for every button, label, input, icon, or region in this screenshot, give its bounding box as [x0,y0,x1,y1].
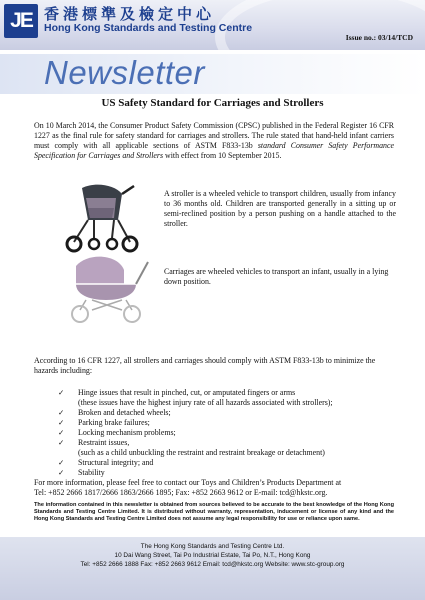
check-icon: ✓ [58,458,65,467]
hazard-text: Parking brake failures; [78,418,150,427]
hazard-item [58,388,398,408]
stroller-description: A stroller is a wheeled vehicle to transport children, usually from infancy to 36 months old. Children are transported generally in a sitting up or semi-reclined position by a person pushing on a handle attached to the stroller. [164,189,396,228]
footer-contact: Tel: +852 2666 1888 Fax: +852 2663 9612 Email: tcd@hkstc.org Website: www.stc-group.org [80,561,345,568]
newsletter-heading: Newsletter [44,54,205,91]
issue-number: Issue no.: 03/14/TCD [345,33,413,42]
hazard-item [58,428,398,438]
check-icon: ✓ [58,388,65,397]
intro-text-1: On 10 March 2014, the Consumer Product Safety Commission (CPSC) published in the Federal Register 16 CFR 1227 as the final rule for safety standard for carriages and strollers. The rule stated that hand-held infant carriers must comply with all applicable sections of ASTM F833-13b [34,121,394,150]
article-title: US Safety Standard for Carriages and Strollers [101,97,324,109]
hazard-subtext: (such as a child unbuckling the restraint and restraint breakage or detachment) [78,448,325,457]
footer-company: The Hong Kong Standards and Testing Centre Ltd. [140,543,285,550]
hazard-text: Locking mechanism problems; [78,428,176,437]
hazard-text: Restraint issues, [78,438,130,447]
check-icon: ✓ [58,468,65,477]
contact-line-2: Tel: +852 2666 1817/2666 1863/2666 1895; Fax: +852 2663 9612 or E-mail: tcd@hkstc.org. [34,488,328,497]
hazard-text: Structural integrity; and [78,458,154,467]
check-icon: ✓ [58,428,65,437]
hazard-item [58,418,398,428]
footer-bar [0,537,425,600]
check-icon: ✓ [58,408,65,417]
hazard-item [58,438,398,458]
disclaimer: The information contained in this newsletter is obtained from sources believed to be accurate to the best knowledge of the Hong Kong Standards and Testing Centre Limited. It is distributed without warranty, representation, inducement or license of any kind and the Hong Kong Standards and Testing Centre Limited does not assume any legal responsibility for use or reliance upon same. [34,502,394,523]
hazard-item [58,408,398,418]
hazard-subtext: (these issues have the highest injury rate of all hazards associated with strollers); [78,398,333,407]
hazard-text: Hinge issues that result in pinched, cut, or amputated fingers or arms [78,388,296,397]
hazard-item [58,468,398,478]
org-name-english: Hong Kong Standards and Testing Centre [44,22,253,34]
org-name-chinese: 香港標準及檢定中心 [44,5,216,23]
intro-text-2: with effect from 10 September 2015. [163,151,282,160]
contact-line-1: For more information, please feel free to contact our Toys and Children’s Products Department at [34,478,342,487]
stroller-image [64,180,146,254]
intro-standard-name: standard Consumer Safety Performance Specification for Carriages and Strollers [34,141,394,160]
hazard-text: Broken and detached wheels; [78,408,171,417]
contact-info [34,478,394,498]
check-icon: ✓ [58,418,65,427]
carriage-image [62,252,154,324]
intro-paragraph [34,121,394,161]
hazard-item [58,458,398,468]
check-icon: ✓ [58,438,65,447]
hazard-text: Stability [78,468,105,477]
hazard-intro: According to 16 CFR 1227, all strollers and carriages should comply with ASTM F833-13b to minimize the hazards including: [34,356,376,375]
carriage-description: Carriages are wheeled vehicles to transport an infant, usually in a lying down position. [164,267,389,286]
footer-address: 10 Dai Wang Street, Tai Po Industrial Estate, Tai Po, N.T., Hong Kong [114,552,311,559]
hazard-list [58,388,398,478]
stc-logo: JE [4,4,38,38]
